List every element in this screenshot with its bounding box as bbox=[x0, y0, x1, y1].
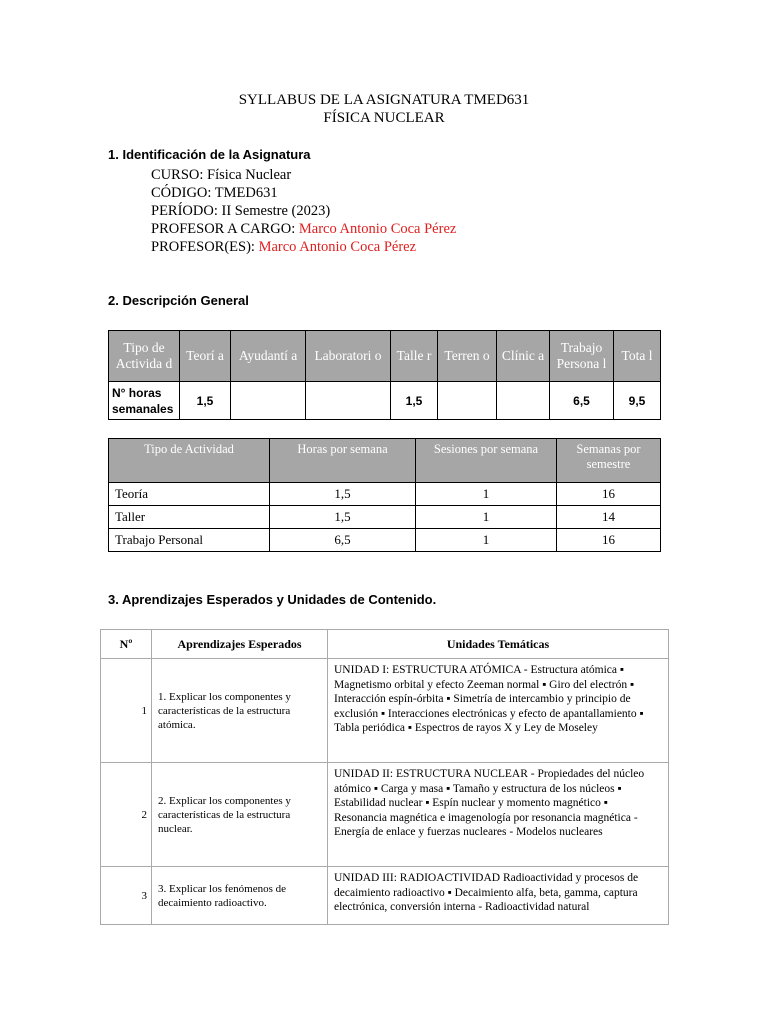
table-row bbox=[101, 867, 669, 925]
cell bbox=[306, 382, 391, 420]
outcome-text: 2. Explicar los componentes y características de la estructura nuclear. bbox=[152, 763, 328, 867]
table-row bbox=[101, 763, 669, 867]
outcomes-table-header bbox=[101, 630, 669, 659]
col-unidades: Unidades Temáticas bbox=[328, 630, 669, 659]
row-label: N° horas semanales bbox=[109, 382, 180, 420]
cell: 1 bbox=[416, 506, 557, 529]
hours-table-header bbox=[109, 331, 661, 382]
col-laboratorio: Laboratori o bbox=[306, 331, 391, 382]
cell: Teoría bbox=[109, 483, 270, 506]
cell: 1,5 bbox=[270, 506, 416, 529]
codigo-line: CÓDIGO: TMED631 bbox=[151, 185, 278, 201]
outcome-text: 3. Explicar los fenómenos de decaimiento radioactivo. bbox=[152, 867, 328, 925]
col-tipo-actividad: Tipo de Actividad bbox=[109, 439, 270, 483]
table-row bbox=[109, 529, 661, 552]
cell: 1,5 bbox=[391, 382, 438, 420]
col-aprendizajes: Aprendizajes Esperados bbox=[152, 630, 328, 659]
table-row bbox=[109, 506, 661, 529]
cell: 16 bbox=[557, 483, 661, 506]
table-row bbox=[109, 483, 661, 506]
col-horas: Horas por semana bbox=[270, 439, 416, 483]
cell: 1 bbox=[416, 483, 557, 506]
unit-text: UNIDAD II: ESTRUCTURA NUCLEAR - Propiedades del núcleo atómico ▪ Carga y masa ▪ Tamaño y estructura de los núcleos ▪ Estabilidad nuclear ▪ Espín nuclear y momento magnético ▪ Resonancia magnética e imagenología por resonancia magnética - Energía de enlace y fuerzas nucleares - Modelos nucleares bbox=[328, 763, 669, 867]
profesor-cargo-line bbox=[151, 220, 456, 238]
profesores-name: Marco Antonio Coca Pérez bbox=[258, 239, 417, 255]
row-number: 2 bbox=[101, 763, 152, 867]
col-teoria: Teorí a bbox=[180, 331, 231, 382]
col-tipo: Tipo de Activida d bbox=[109, 331, 180, 382]
section-2-heading: 2. Descripción General bbox=[108, 293, 249, 308]
table-row bbox=[109, 382, 661, 420]
section-3-heading: 3. Aprendizajes Esperados y Unidades de Contenido. bbox=[108, 592, 437, 607]
hours-table bbox=[108, 330, 661, 420]
cell: 6,5 bbox=[270, 529, 416, 552]
col-terreno: Terren o bbox=[438, 331, 497, 382]
col-total: Tota l bbox=[614, 331, 661, 382]
cell: 1,5 bbox=[270, 483, 416, 506]
activity-table-header bbox=[109, 439, 661, 483]
cell: 6,5 bbox=[550, 382, 614, 420]
col-trabajo-personal: Trabajo Persona l bbox=[550, 331, 614, 382]
profesor-cargo-label: PROFESOR A CARGO: bbox=[151, 221, 296, 237]
table-row bbox=[101, 659, 669, 763]
profesores-line bbox=[151, 238, 456, 256]
cell: 16 bbox=[557, 529, 661, 552]
cell: 9,5 bbox=[614, 382, 661, 420]
cell bbox=[497, 382, 550, 420]
row-number: 3 bbox=[101, 867, 152, 925]
profesor-cargo-name: Marco Antonio Coca Pérez bbox=[298, 221, 457, 237]
row-number: 1 bbox=[101, 659, 152, 763]
course-info bbox=[151, 166, 456, 256]
unit-text: UNIDAD I: ESTRUCTURA ATÓMICA - Estructura atómica ▪ Magnetismo orbital y efecto Zeeman normal ▪ Giro del electrón ▪ Interacción espín-órbita ▪ Simetría de intercambio y principio de exclusión ▪ Interacciones electrónicas y efecto de apantallamiento ▪ Tabla periódica ▪ Espectros de rayos X y Ley de Moseley bbox=[328, 659, 669, 763]
cell bbox=[231, 382, 306, 420]
col-clinica: Clínic a bbox=[497, 331, 550, 382]
activity-table bbox=[108, 438, 661, 552]
learning-outcomes-table bbox=[100, 629, 669, 925]
curso-line: CURSO: Física Nuclear bbox=[151, 167, 292, 183]
cell: 1 bbox=[416, 529, 557, 552]
col-taller: Talle r bbox=[391, 331, 438, 382]
col-ayudantia: Ayudantí a bbox=[231, 331, 306, 382]
outcome-text: 1. Explicar los componentes y características de la estructura atómica. bbox=[152, 659, 328, 763]
document-title: SYLLABUS DE LA ASIGNATURA TMED631 bbox=[238, 92, 530, 108]
periodo-line: PERÍODO: II Semestre (2023) bbox=[151, 203, 331, 219]
cell: Taller bbox=[109, 506, 270, 529]
col-semanas: Semanas por semestre bbox=[557, 439, 661, 483]
col-numero: Nº bbox=[101, 630, 152, 659]
profesores-label: PROFESOR(ES): bbox=[151, 239, 255, 255]
section-1-heading: 1. Identificación de la Asignatura bbox=[108, 147, 311, 162]
cell: Trabajo Personal bbox=[109, 529, 270, 552]
document-subtitle: FÍSICA NUCLEAR bbox=[323, 110, 445, 126]
unit-text: UNIDAD III: RADIOACTIVIDAD Radioactividad y procesos de decaimiento radioactivo ▪ Decaimiento alfa, beta, gamma, captura electrónica, conversión interna - Radioactividad natural bbox=[328, 867, 669, 925]
cell: 1,5 bbox=[180, 382, 231, 420]
col-sesiones: Sesiones por semana bbox=[416, 439, 557, 483]
cell bbox=[438, 382, 497, 420]
cell: 14 bbox=[557, 506, 661, 529]
